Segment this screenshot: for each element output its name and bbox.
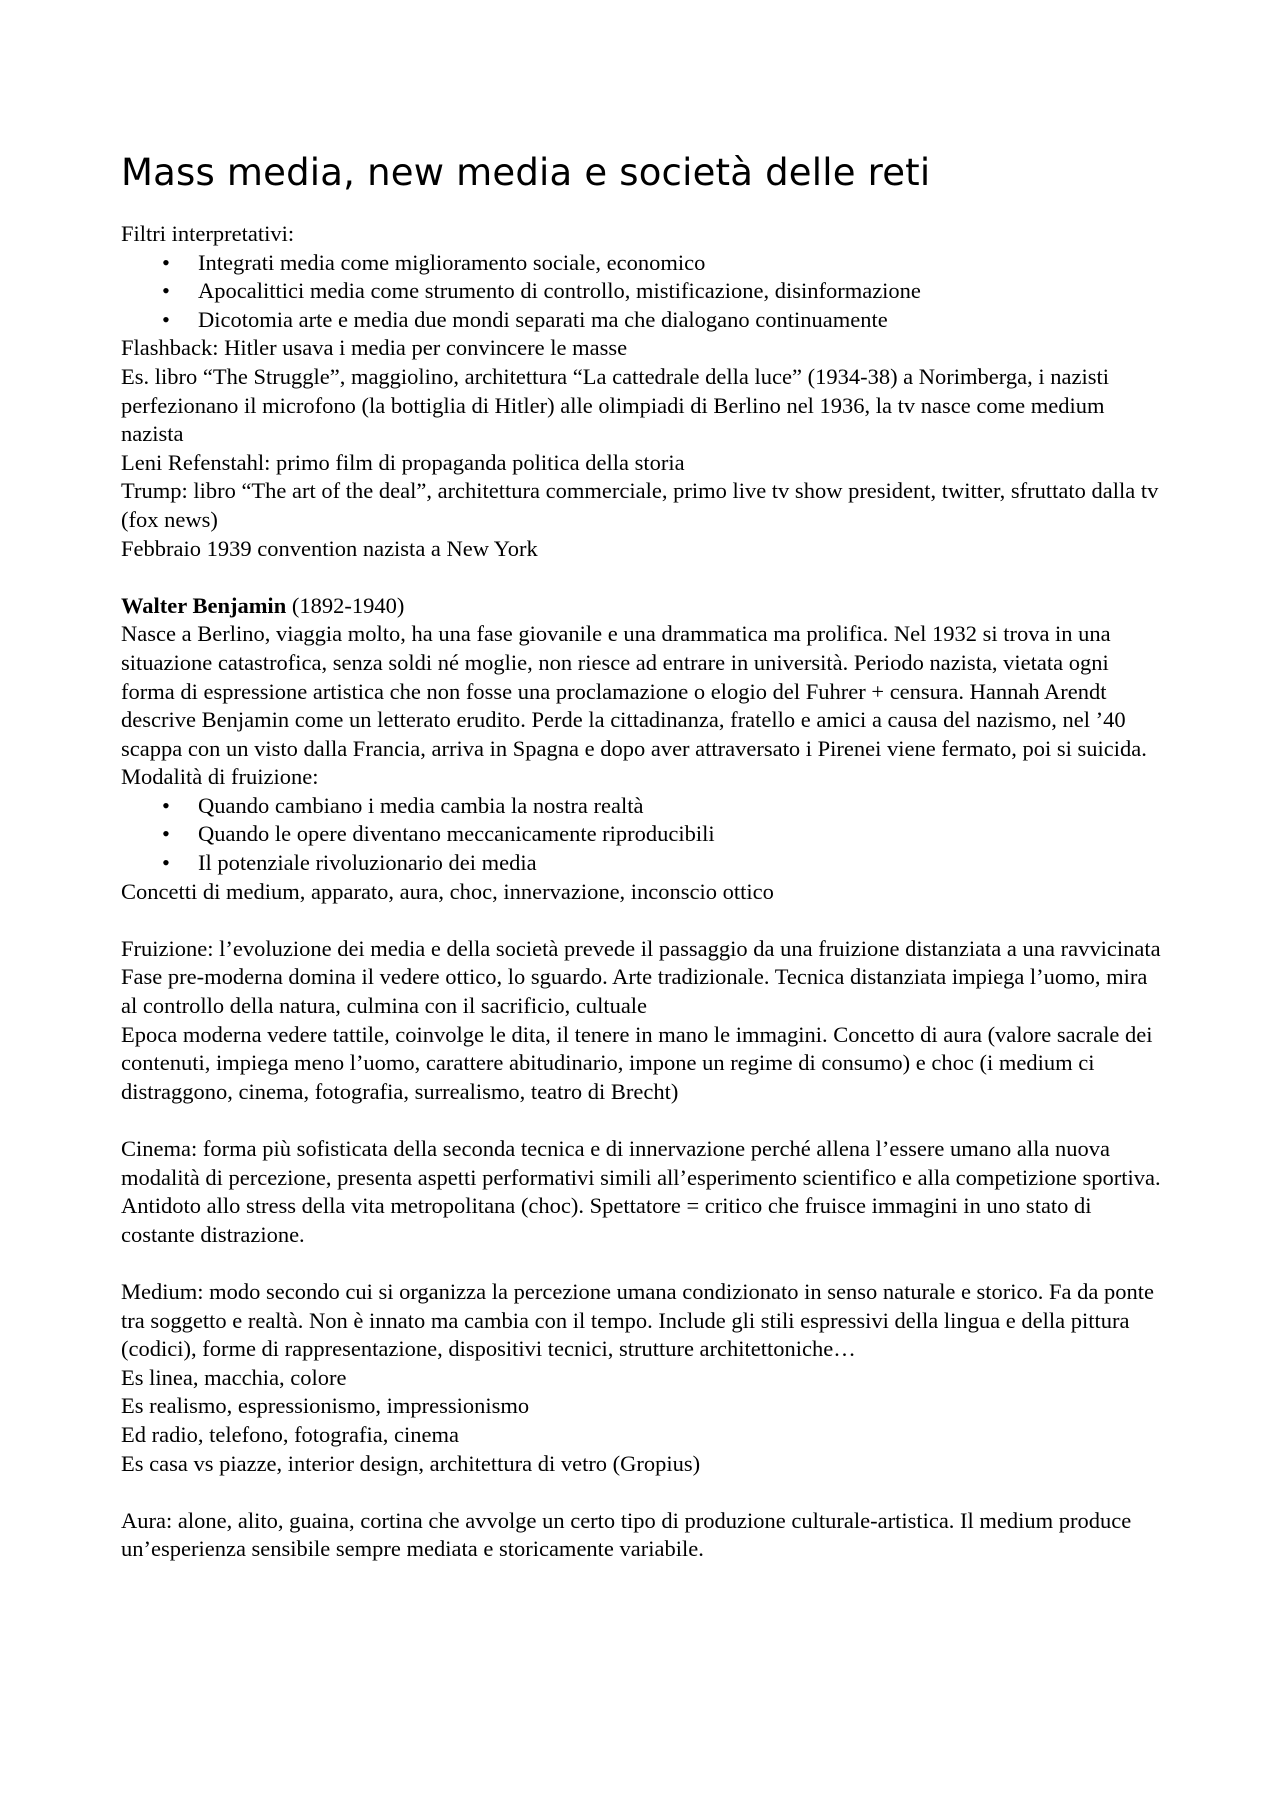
document-body	[121, 150, 1161, 1564]
bullet-icon: •	[162, 821, 170, 847]
modalita-list	[121, 792, 1161, 878]
benjamin-name: Walter Benjamin	[121, 592, 287, 618]
list-item: • Il potenziale rivoluzionario dei media	[121, 849, 1161, 878]
paragraph-leni: Leni Refenstahl: primo film di propaganda politica della storia	[121, 449, 685, 475]
bullet-icon: •	[162, 850, 170, 876]
list-item: • Apocalittici media come strumento di controllo, mistificazione, disinformazione	[121, 277, 1161, 306]
bullet-icon: •	[162, 306, 170, 332]
spacer	[121, 1478, 1161, 1507]
paragraph-febbraio: Febbraio 1939 convention nazista a New York	[121, 535, 538, 561]
bullet-icon: •	[162, 278, 170, 304]
spacer	[121, 1106, 1161, 1135]
list-item: • Dicotomia arte e media due mondi separati ma che dialogano continuamente	[121, 306, 1161, 335]
paragraph-cinema: Cinema: forma più sofisticata della seconda tecnica e di innervazione perché allena l’essere umano alla nuova modalità di percezione, presenta aspetti performativi simili all’esperimento scientifico e alla competizione sportiva. Antidoto allo stress della vita metropolitana (choc). Spettatore = critico che fruisce immagini in uno stato di costante distrazione.	[121, 1136, 1161, 1247]
filtri-list	[121, 249, 1161, 335]
modalita-heading: Modalità di fruizione:	[121, 764, 319, 790]
paragraph-fruizione: Fruizione: l’evoluzione dei media e della società prevede il passaggio da una fruizione distanziata a una ravvicinata	[121, 935, 1161, 961]
paragraph-fase-premoderna: Fase pre-moderna domina il vedere ottico, lo sguardo. Arte tradizionale. Tecnica distanziata impiega l’uomo, mira al controllo della natura, culmina con il sacrificio, cultuale	[121, 964, 1148, 1019]
paragraph-aura: Aura: alone, alito, guaina, cortina che avvolge un certo tipo di produzione culturale-artistica. Il medium produce un’esperienza sensibile sempre mediata e storicamente variabile.	[121, 1507, 1132, 1562]
list-item: • Quando le opere diventano meccanicamente riproducibili	[121, 820, 1161, 849]
paragraph-es-libro: Es. libro “The Struggle”, maggiolino, architettura “La cattedrale della luce” (1934-38) a Norimberga, i nazisti perfezionano il microfono (la bottiglia di Hitler) alle olimpiadi di Berlino nel 1936, la tv nasce come medium nazista	[121, 363, 1109, 447]
paragraph-ed-radio: Ed radio, telefono, fotografia, cinema	[121, 1421, 459, 1447]
document-title: Mass media, new media e società delle reti	[121, 151, 931, 194]
paragraph-es-casa: Es casa vs piazze, interior design, architettura di vetro (Gropius)	[121, 1450, 701, 1476]
list-item: • Quando cambiano i media cambia la nostra realtà	[121, 792, 1161, 821]
paragraph-epoca-moderna: Epoca moderna vedere tattile, coinvolge le dita, il tenere in mano le immagini. Concetto di aura (valore sacrale dei contenuti, impiega meno l’uomo, carattere abitudinario, impone un regime di consumo) e choc (i medium ci distraggono, cinema, fotografia, surrealismo, teatro di Brecht)	[121, 1021, 1153, 1104]
benjamin-dates: (1892-1940)	[286, 592, 405, 618]
paragraph-benjamin-bio: Nasce a Berlino, viaggia molto, ha una fase giovanile e una drammatica ma prolifica. Nel 1932 si trova in una situazione catastrofica, senza soldi né moglie, non riesce ad entrare in università. Periodo nazista, vietata ogni forma di espressione artistica che non fosse una proclamazione o elogio del Fuhrer + censura. Hannah Arendt descrive Benjamin come un letterato erudito. Perde la cittadinanza, fratello e amici a causa del nazismo, nel ’40 scappa con un visto dalla Francia, arriva in Spagna e dopo aver attraversato i Pirenei viene fermato, poi si suicida.	[121, 621, 1147, 761]
paragraph-concetti: Concetti di medium, apparato, aura, choc, innervazione, inconscio ottico	[121, 878, 774, 904]
benjamin-heading	[121, 592, 1161, 621]
list-item: • Integrati media come miglioramento sociale, economico	[121, 249, 1161, 278]
spacer	[121, 906, 1161, 935]
paragraph-es-linea: Es linea, macchia, colore	[121, 1364, 347, 1390]
filtri-heading: Filtri interpretativi:	[121, 221, 295, 246]
spacer	[121, 563, 1161, 592]
spacer	[121, 1249, 1161, 1278]
bullet-icon: •	[162, 792, 170, 818]
bullet-icon: •	[162, 249, 170, 275]
paragraph-es-realismo: Es realismo, espressionismo, impressionismo	[121, 1393, 530, 1419]
paragraph-trump: Trump: libro “The art of the deal”, architettura commerciale, primo live tv show president, twitter, sfruttato dalla tv (fox news)	[121, 478, 1159, 532]
paragraph-flashback: Flashback: Hitler usava i media per convincere le masse	[121, 335, 628, 361]
paragraph-medium: Medium: modo secondo cui si organizza la percezione umana condizionato in senso naturale e storico. Fa da ponte tra soggetto e realtà. Non è innato ma cambia con il tempo. Include gli stili espressivi della lingua e della pittura (codici), forme di rappresentazione, dispositivi tecnici, strutture architettoniche…	[121, 1278, 1155, 1362]
